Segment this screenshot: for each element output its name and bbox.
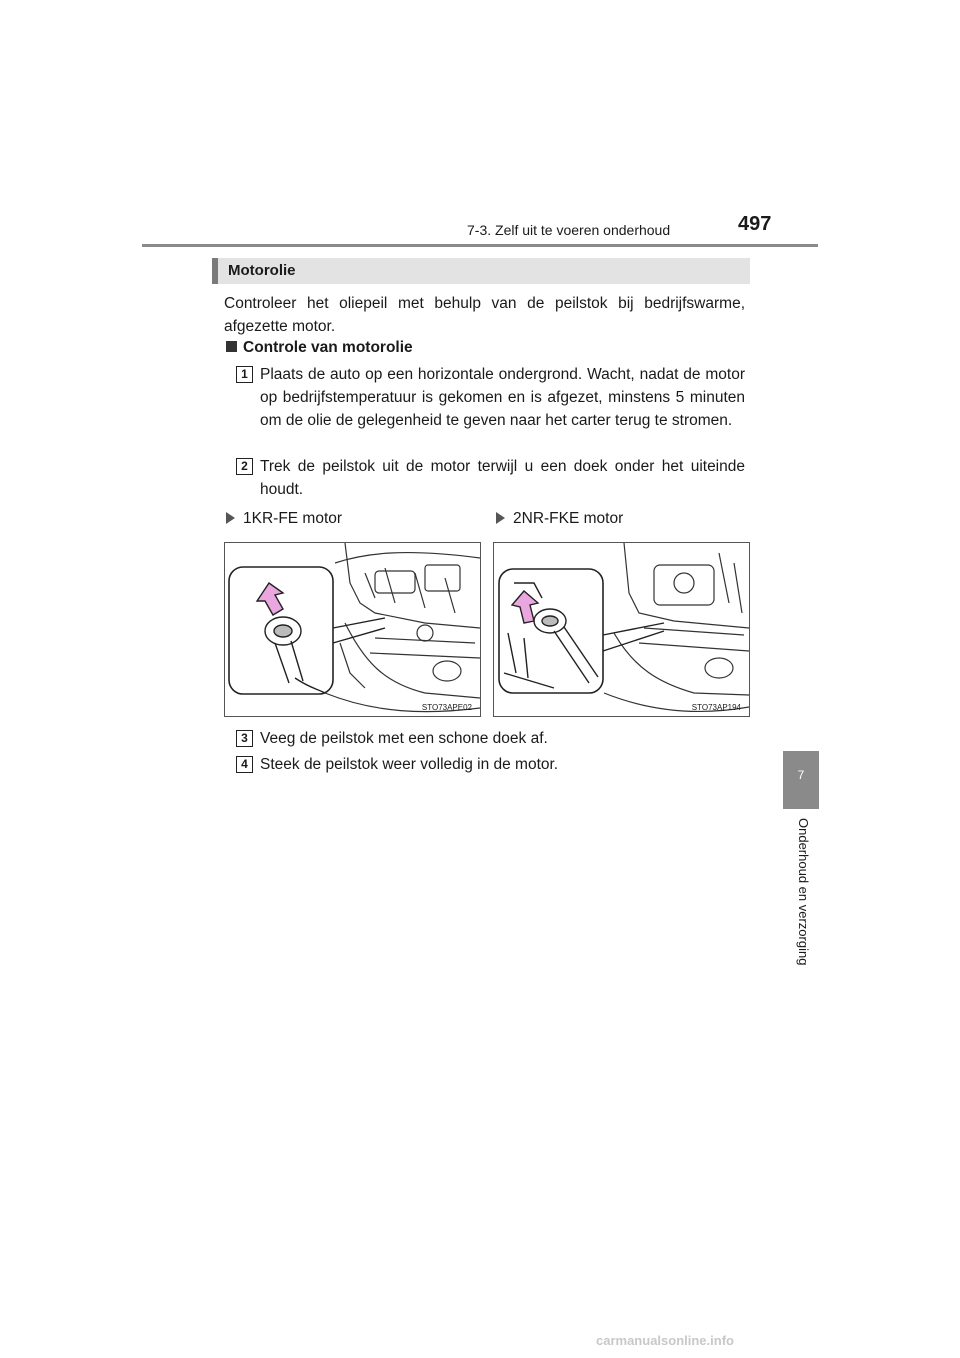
step-number-badge: 2	[236, 458, 253, 475]
step-number-badge: 3	[236, 730, 253, 747]
watermark: carmanualsonline.info	[596, 1333, 734, 1348]
square-bullet-icon	[226, 341, 237, 352]
step-text: Steek de peilstok weer volledig in de motor.	[260, 756, 559, 773]
triangle-bullet-icon	[496, 512, 505, 524]
chapter-tab-title: Onderhoud en verzorging	[796, 818, 811, 966]
engine-bay-drawing	[225, 543, 480, 716]
step-number-badge: 1	[236, 366, 253, 383]
page-number: 497	[738, 213, 772, 235]
section-heading: Motorolie	[212, 258, 750, 284]
figure-code: STO73APE02	[421, 703, 472, 712]
subheading	[226, 339, 413, 357]
chapter-tab: 7	[783, 751, 819, 809]
running-header-section: 7-3. Zelf uit te voeren onderhoud	[467, 222, 671, 238]
engine-bay-drawing	[494, 543, 749, 716]
subheading-text: Controle van motorolie	[243, 339, 413, 356]
step-text: Trek de peilstok uit de motor terwijl u een doek onder het uiteinde houdt.	[260, 458, 745, 498]
figure-label-2nr: 2NR-FKE motor	[496, 510, 623, 528]
triangle-bullet-icon	[226, 512, 235, 524]
engine-illustration-2nr	[493, 542, 750, 717]
step-text: Veeg de peilstok met een schone doek af.	[260, 730, 548, 747]
step-number-badge: 4	[236, 756, 253, 773]
engine-illustration-1kr	[224, 542, 481, 717]
figure-code: STO73AP194	[691, 703, 741, 712]
figure-label-1kr: 1KR-FE motor	[226, 510, 342, 528]
section-intro: Controleer het oliepeil met behulp van de peilstok bij bedrijfswarme, afgezette motor.	[224, 295, 745, 335]
header-divider	[142, 244, 818, 247]
step-text: Plaats de auto op een horizontale ondergrond. Wacht, nadat de motor op bedrijfstemperatuur is gekomen en is afgezet, minstens 5 minuten om de olie de gelegenheid te geven naar het carter terug te stromen.	[260, 366, 745, 429]
